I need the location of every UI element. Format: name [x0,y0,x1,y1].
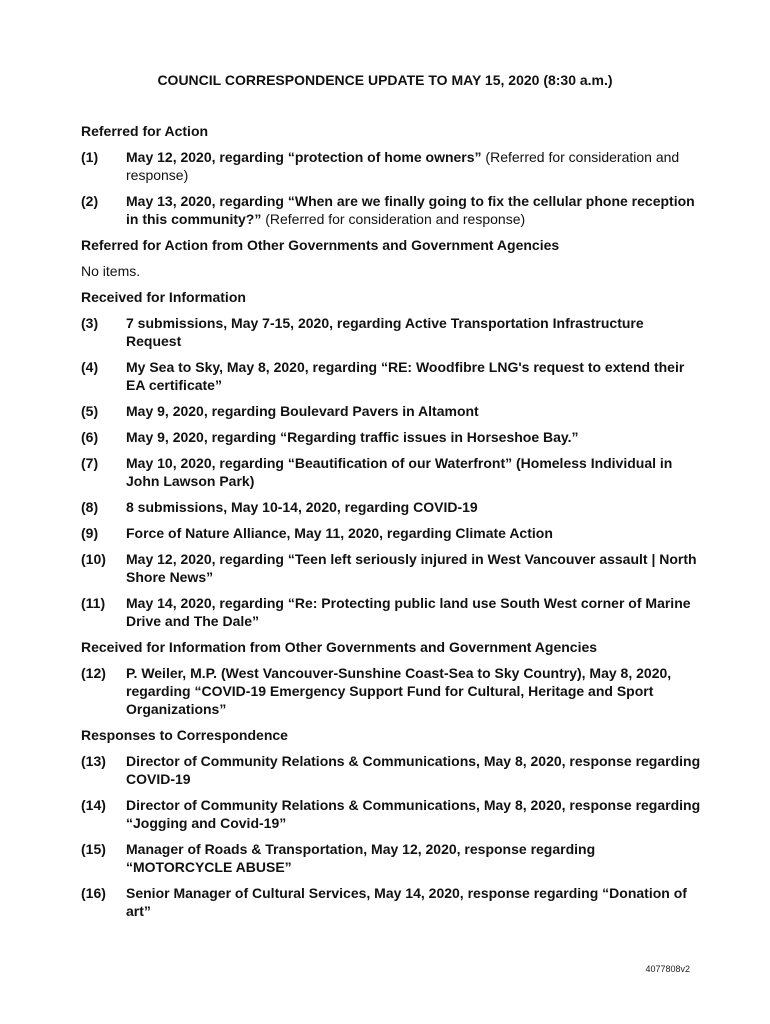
item-text [126,840,701,876]
list-item [81,796,701,832]
list-item [81,594,701,630]
item-text [126,664,701,718]
item-number: (1) [81,149,99,165]
item-number: (8) [81,499,99,515]
list-item [81,752,701,788]
item-title: Manager of Roads & Transportation, May 12, 2020, response regarding “MOTORCYCLE ABUSE” [126,841,596,875]
item-text [126,402,701,420]
list-item [81,884,701,920]
document-id: 4077808v2 [645,964,690,974]
item-number: (3) [81,315,99,331]
item-title: 8 submissions, May 10-14, 2020, regarding COVID-19 [126,499,478,515]
item-text [126,524,701,542]
section-heading-received-for-information: Received for Information [81,289,246,305]
list-item [81,550,701,586]
item-title: Force of Nature Alliance, May 11, 2020, regarding Climate Action [126,525,553,541]
document-body [81,122,701,928]
item-title: May 14, 2020, regarding “Re: Protecting public land use South West corner of Marine Drive and The Dale” [126,595,691,629]
list-item [81,402,701,420]
item-note: (Referred for consideration and response) [126,149,680,183]
item-title: My Sea to Sky, May 8, 2020, regarding “RE: Woodfibre LNG's request to extend their EA certificate” [126,359,685,393]
item-number: (2) [81,193,99,209]
item-title: May 12, 2020, regarding “Teen left seriously injured in West Vancouver assault | North Shore News” [126,551,697,585]
section-heading-received-other-governments: Received for Information from Other Governments and Government Agencies [81,639,598,655]
item-text [126,796,701,832]
item-text [126,498,701,516]
item-text [126,428,701,446]
list-item [81,314,701,350]
list-item [81,454,701,490]
item-text [126,594,701,630]
item-number: (9) [81,525,99,541]
section-heading-referred-other-governments: Referred for Action from Other Governments and Government Agencies [81,237,560,253]
item-number: (15) [81,841,106,857]
item-title: May 9, 2020, regarding Boulevard Pavers in Altamont [126,403,479,419]
item-title: Senior Manager of Cultural Services, May 14, 2020, response regarding “Donation of art” [126,885,687,919]
document-title: COUNCIL CORRESPONDENCE UPDATE TO MAY 15, 2020 (8:30 a.m.) [157,72,613,88]
item-number: (14) [81,797,106,813]
item-text [126,192,701,228]
item-text [126,550,701,586]
section-heading-responses: Responses to Correspondence [81,727,288,743]
item-note: (Referred for consideration and response) [261,211,526,227]
item-title: May 12, 2020, regarding “protection of home owners” [126,149,482,165]
list-item [81,524,701,542]
item-title: May 13, 2020, regarding “When are we finally going to fix the cellular phone reception in this community?” [126,193,695,227]
item-title: Director of Community Relations & Communications, May 8, 2020, response regarding “Jogging and Covid-19” [126,797,701,831]
list-item [81,498,701,516]
item-number: (6) [81,429,99,445]
list-item [81,148,701,184]
item-text [126,314,701,350]
item-number: (16) [81,885,106,901]
item-number: (7) [81,455,99,471]
item-title: Director of Community Relations & Communications, May 8, 2020, response regarding COVID-19 [126,753,701,787]
item-title: May 10, 2020, regarding “Beautification of our Waterfront” (Homeless Individual in John Lawson Park) [126,455,673,489]
item-number: (4) [81,359,99,375]
list-item [81,428,701,446]
item-text [126,884,701,920]
item-number: (13) [81,753,106,769]
item-title: P. Weiler, M.P. (West Vancouver-Sunshine Coast-Sea to Sky Country), May 8, 2020, regarding “COVID-19 Emergency Support Fund for Cultural, Heritage and Sport Organizations” [126,665,672,717]
section-heading-referred-for-action: Referred for Action [81,123,209,139]
item-text [126,358,701,394]
list-item [81,840,701,876]
item-title: 7 submissions, May 7-15, 2020, regarding Active Transportation Infrastructure Request [126,315,644,349]
list-item [81,664,701,718]
item-text [126,752,701,788]
item-number: (10) [81,551,106,567]
item-number: (11) [81,595,106,611]
list-item [81,192,701,228]
item-text [126,454,701,490]
list-item [81,358,701,394]
item-number: (5) [81,403,99,419]
item-number: (12) [81,665,106,681]
item-text [126,148,701,184]
item-title: May 9, 2020, regarding “Regarding traffic issues in Horseshoe Bay.” [126,429,579,445]
no-items-text: No items. [81,263,141,279]
